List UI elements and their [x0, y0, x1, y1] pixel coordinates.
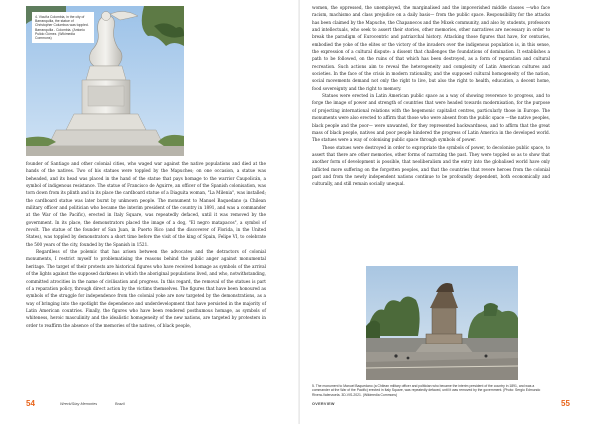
figure-caption: 4. Vicuña Colombia, in the city of Barranquilla, the statue of Christopher Columbus was toppled. Barranquilla - Colombia. (Antonio Pulido Gómez. (Wikimedia Commons) — [32, 12, 94, 43]
running-head-title: Wreck/Stay Memories — [60, 402, 98, 406]
left-body-text — [26, 160, 266, 329]
paragraph: These statues were destroyed in order to expropriate the symbols of power, to decolonise public space, to assert that there are other memories, other forms of narrating the past. They were toppled so as to show that another form of development is possible, that neoliberalism and the entry into the globalised world have only inflicted more suffering on the forgotten peoples, and that the countries that revere heroes from the colonial past and from the newly independent nations continue to be profoundly dependent, both economically and culturally, and still remain socially unequal. — [312, 144, 550, 187]
figure-caption: 5. The monument to Manuel Baquedano (a Chilean military officer and politician who became the interim president of the country in 1891, and was a commander at the War of the Pacific) erected in Italy Square, was repeatedly defaced, until it was removed by the government. (Photo: Sergio Edmundo Rivera-Valenzuela. 3D-VIS-2021. (Wikimedia Commons) — [312, 384, 541, 397]
paragraph: Statues were erected in Latin American public space as a way of showing reverence to progress, and to forge the image of power and strength of countries that were headed towards modernisation, for the purpose of projecting international relations with the hegemonic capitalist centres, particularly those in Europe. The monuments were also erected to affirm that those who were absent from the public space —the native peoples, black people and the poor— were unwanted, for they represented backwardness, and to affirm that the great mass of black people, natives and poor people hindered the progress of Latin America in the developed world. The statues were a way of colonising public space through symbols of power. — [312, 93, 550, 143]
right-body-text — [312, 4, 550, 188]
running-head: OVERVIEW — [312, 402, 335, 406]
page-number: 55 — [561, 399, 570, 408]
paragraph: founder of Santiago and other colonial cities, who waged war against the native populations and died at the hands of the natives. Two of his statues were toppled by the Mapuches; on one occasion, a statue was beheaded, and its head was placed in the hand of the statue that pays homage to the warrior Caupolicán, a symbol of indigenous resistance. The statue of Francisco de Aguirre, an officer of the Spanish colonisation, was torn down from its plinth and in its place the cardboard statue of a Diaguita woman, "La Milenia", was installed; the cardboard statue was later burnt by unknown people. The monument to Manuel Baquedano (a Chilean military officer and politician who became the interim president of the country in 1891, and was a commander at the War of the Pacific), erected in Italy Square, was repeatedly defaced, until it was removed by the government. In its place, the demonstrators placed the image of a dog, "El negro matapacos", a symbol of revolt. The statue of the founder of San Juan, in Puerto Rico (and the discoverer of Florida, in the United States), was toppled by demonstrators a short time before the visit of the king of Spain, Felipe VI, to celebrate the 500 years of the city, founded by the Spanish in 1521. — [26, 161, 266, 247]
paragraph: Regardless of the polemic that has arisen between the advocates and the detractors of colonial monuments, I restrict myself to problematising the reasons behind the public anger against monumental heritage. The target of their protests are historical figures who have received homage as symbols of the arrival of the lights against the supposed darkness in which the aboriginal populations lived, and who, notwithstanding, committed atrocities in the name of civilisation and progress. In this regard, the removal of the statues is part of a reparation policy, through direct action by the victims themselves. The figures that have been honoured as symbols of the struggle for independence from the colonial yoke are now targeted by the demonstrations, as a way of bringing into the spotlight the dependence and underdevelopment that have persisted in the majority of Latin American countries. Finally, the figures who have been rendered posthumous homage, as symbols of whiteness, heroic masculinity and the idealistic homogeneity of the new nations, are targeted by protesters in order to reaffirm the absence of the memories of the natives, of black people, — [26, 249, 266, 328]
monument-photo — [366, 266, 518, 380]
baquedano-monument-image — [366, 266, 518, 380]
running-head-subtitle: Brazil — [115, 402, 125, 406]
statue-photo — [26, 6, 184, 156]
paragraph: women, the oppressed, the unemployed, the marginalised and the impoverished middle classes —who face racism, machismo and class prejudice on a daily basis— from the public space. Responsibility for the attacks has been claimed by the Mapuche, the Chapanecos and the Mixek community, and also by students, professors and intellectuals, who seek to assert their stories, other memories, other narratives are necessary in order to break the paradigm of Eurocentric and patriarchal history. Attacking those figures that have, for centuries, embodied the yoke of the elites or the victory of the invaders over the indigenous population is, in this sense, the expression of a cultural dispute: a dissent that challenges the foundations of domination. It establishes a path to be followed, on the ruins of that which has been destroyed, as a form of reparation and cultural recreation. Such actions aim to reveal the heterogeneity and complexity of Latin American cultures and societies. In the face of the crisis in modern rationality, and the supposed cultural homogeneity of the nation, social movements demand not only the right to live, but also the right to health, education, a decent home, food sovereignty and the right to memory. — [312, 5, 550, 91]
page-number: 54 — [26, 399, 35, 408]
running-head — [60, 402, 125, 406]
